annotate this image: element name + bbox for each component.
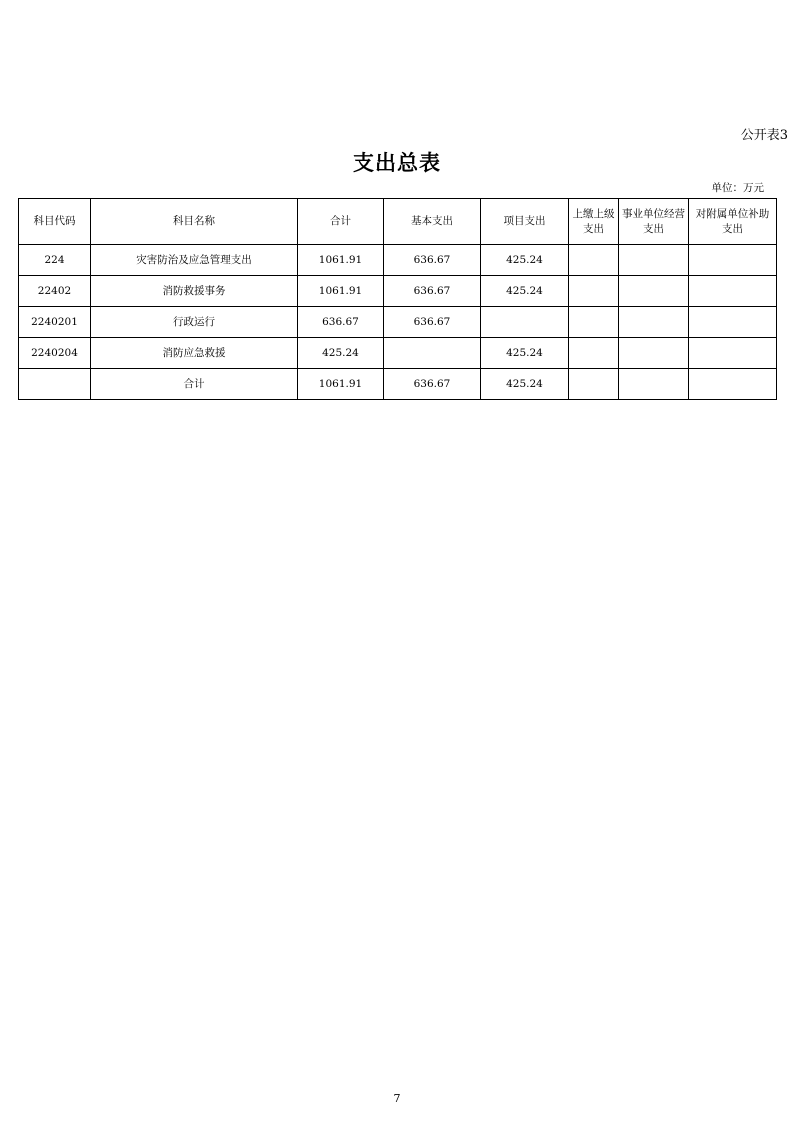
cell-name: 消防救援事务: [91, 276, 298, 307]
page-title: 支出总表: [353, 151, 441, 175]
cell-operating: [619, 338, 689, 369]
cell-project: 425.24: [481, 338, 569, 369]
cell-name: 行政运行: [91, 307, 298, 338]
table-row: [19, 245, 777, 276]
cell-operating: [619, 245, 689, 276]
header-cell: 项目支出: [481, 199, 569, 245]
unit-label: 单位：万元: [711, 182, 764, 194]
cell-basic: 636.67: [384, 369, 481, 400]
cell-code: 2240204: [19, 338, 91, 369]
header-cell: 基本支出: [384, 199, 481, 245]
header-cell: 上缴上级支出: [569, 199, 619, 245]
cell-project: 425.24: [481, 276, 569, 307]
expenditure-table: [18, 198, 777, 400]
header-cell: 合计: [298, 199, 384, 245]
header-cell: 事业单位经营支出: [619, 199, 689, 245]
table-row: [19, 276, 777, 307]
header-cell: 科目代码: [19, 199, 91, 245]
cell-name: 合计: [91, 369, 298, 400]
cell-name: 灾害防治及应急管理支出: [91, 245, 298, 276]
header-cell: 科目名称: [91, 199, 298, 245]
cell-remit: [569, 245, 619, 276]
table-total-row: [19, 369, 777, 400]
cell-total: 1061.91: [298, 245, 384, 276]
cell-total: 1061.91: [298, 276, 384, 307]
cell-basic: 636.67: [384, 276, 481, 307]
cell-project: [481, 307, 569, 338]
cell-subsidy: [689, 338, 777, 369]
cell-subsidy: [689, 369, 777, 400]
cell-basic: 636.67: [384, 307, 481, 338]
cell-subsidy: [689, 307, 777, 338]
table-row: [19, 307, 777, 338]
cell-operating: [619, 307, 689, 338]
cell-total: 636.67: [298, 307, 384, 338]
header-cell: 对附属单位补助支出: [689, 199, 777, 245]
cell-operating: [619, 276, 689, 307]
cell-basic: [384, 338, 481, 369]
cell-project: 425.24: [481, 245, 569, 276]
cell-basic: 636.67: [384, 245, 481, 276]
table-row: [19, 338, 777, 369]
cell-total: 425.24: [298, 338, 384, 369]
cell-remit: [569, 307, 619, 338]
cell-project: 425.24: [481, 369, 569, 400]
cell-operating: [619, 369, 689, 400]
cell-subsidy: [689, 276, 777, 307]
cell-total: 1061.91: [298, 369, 384, 400]
table-header-row: [19, 199, 777, 245]
page-number: 7: [393, 1092, 401, 1105]
cell-remit: [569, 369, 619, 400]
cell-code: 2240201: [19, 307, 91, 338]
cell-code: 224: [19, 245, 91, 276]
cell-name: 消防应急救援: [91, 338, 298, 369]
cell-remit: [569, 338, 619, 369]
form-id: 公开表3: [740, 128, 788, 143]
cell-subsidy: [689, 245, 777, 276]
cell-remit: [569, 276, 619, 307]
cell-code: [19, 369, 91, 400]
cell-code: 22402: [19, 276, 91, 307]
